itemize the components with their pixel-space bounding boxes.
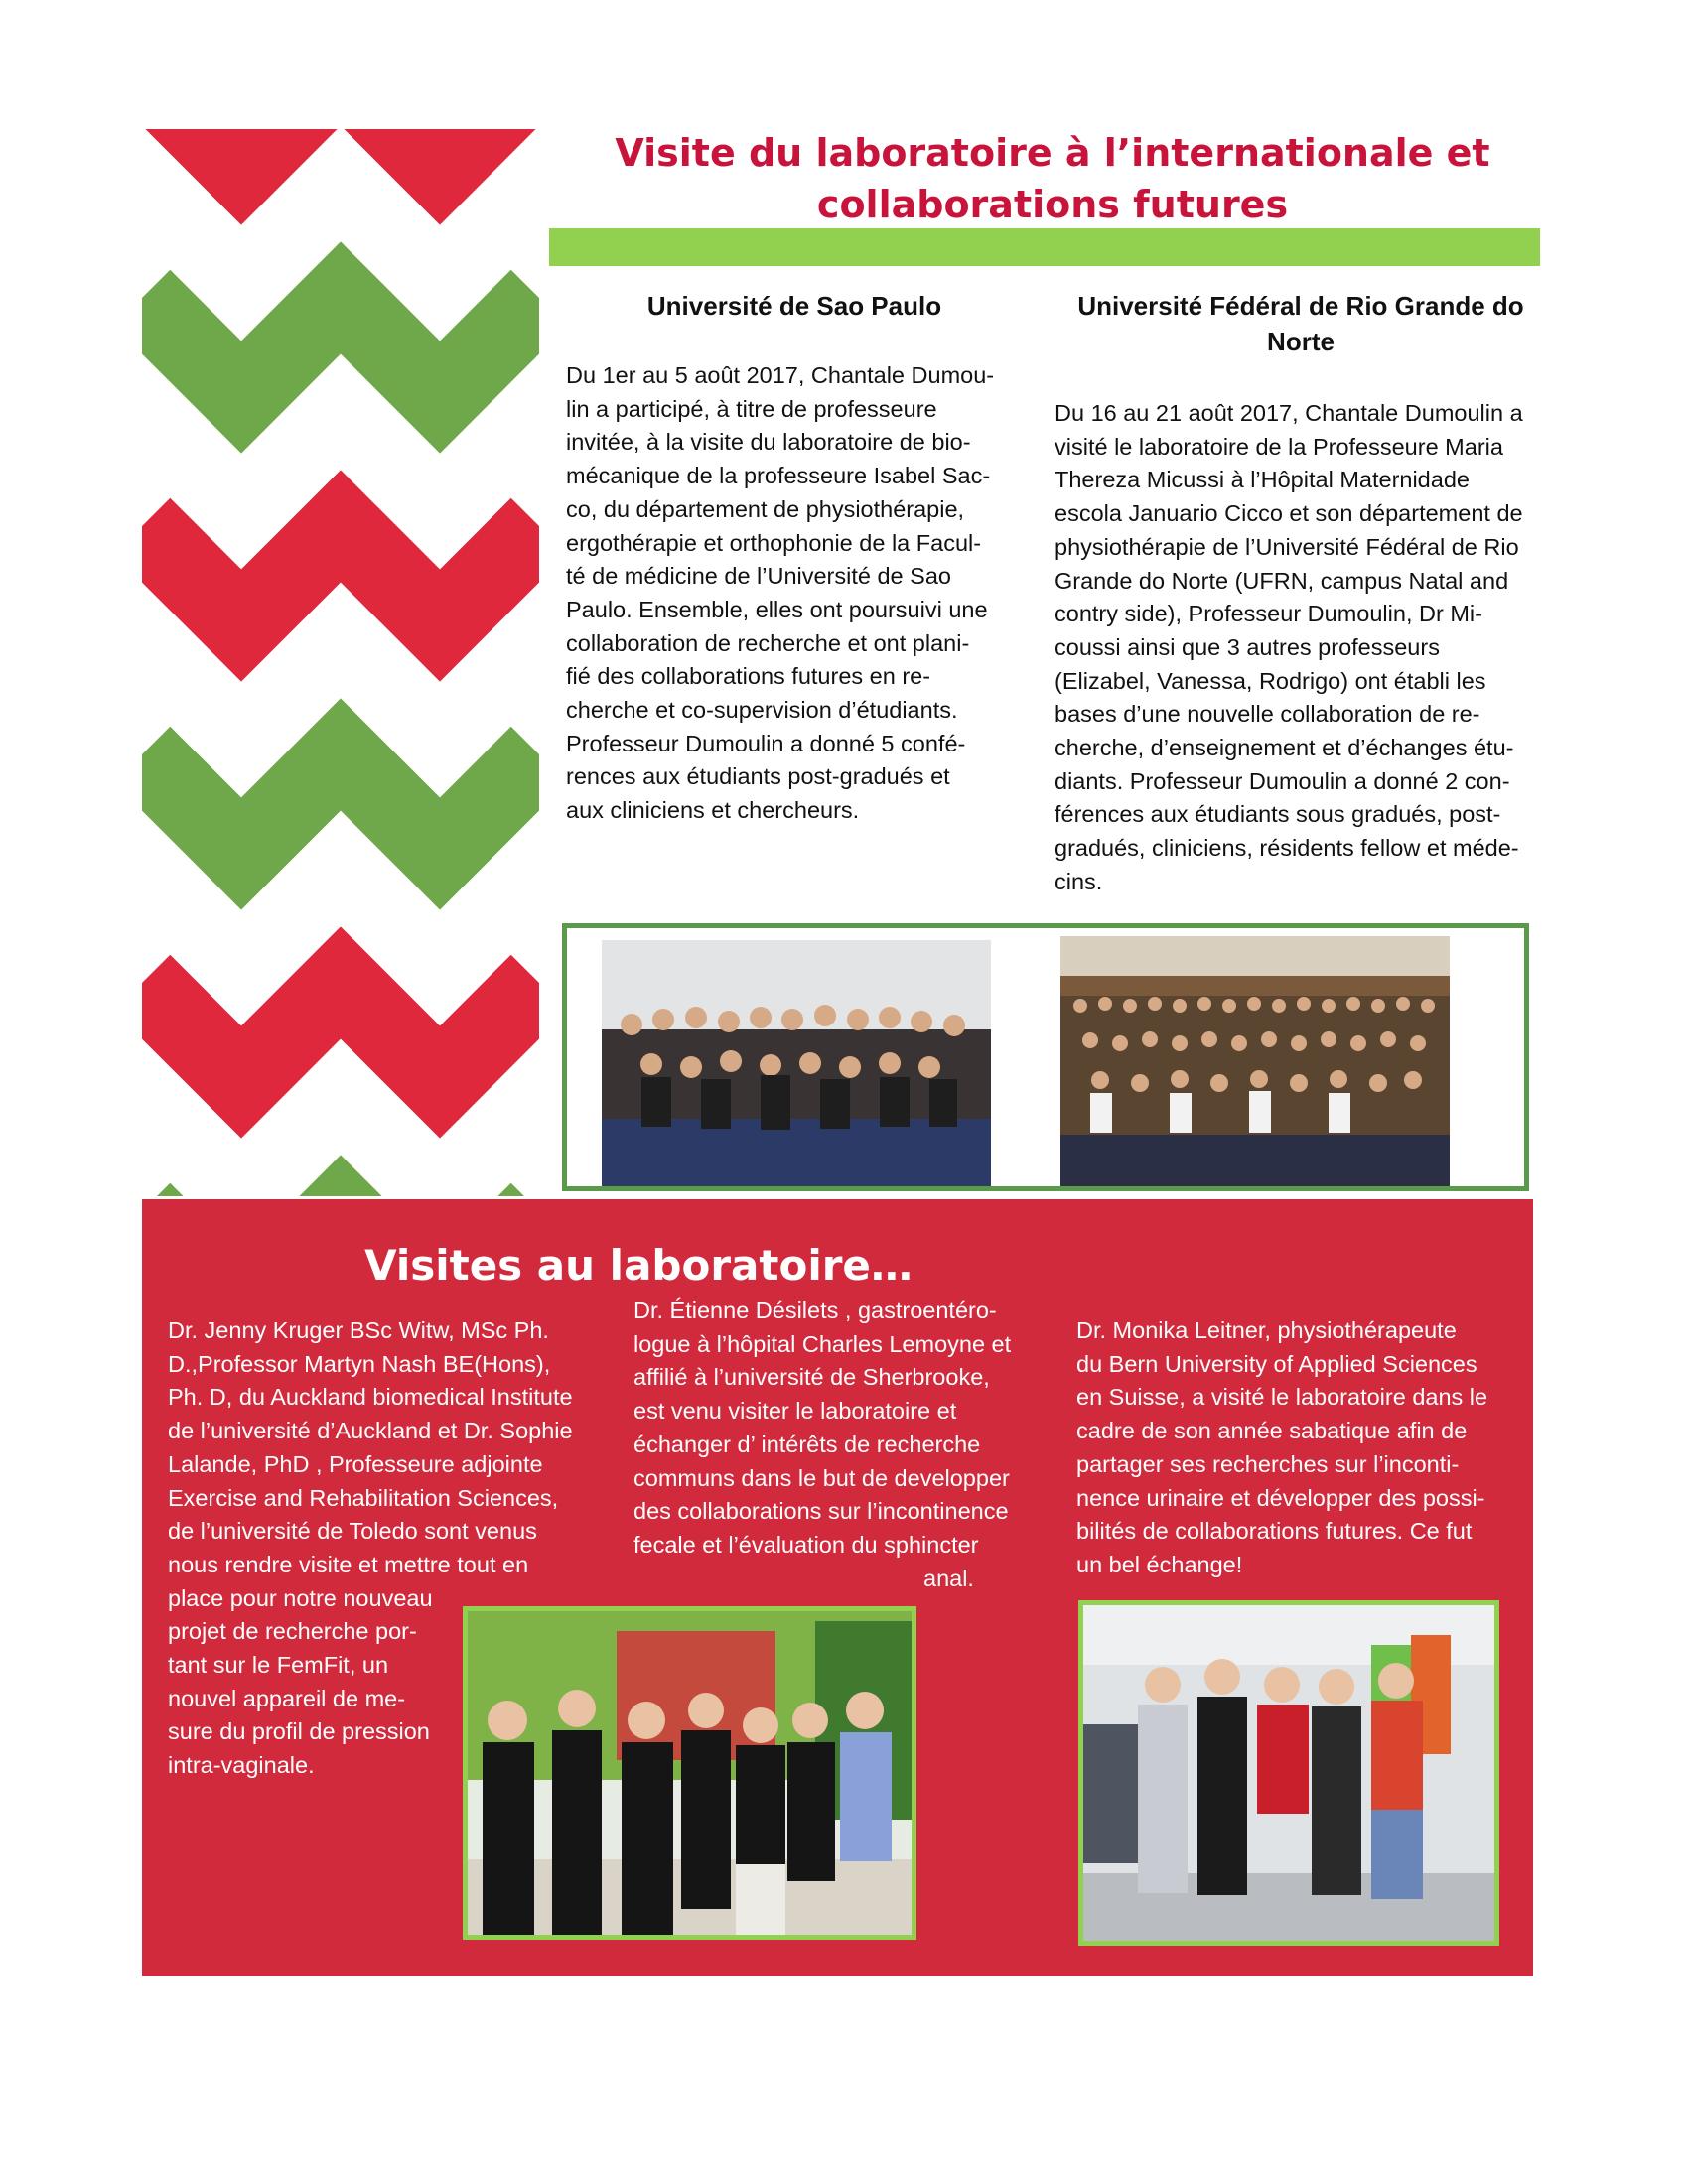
text-line: contry side), Professeur Dumoulin, Dr Mi- bbox=[1055, 601, 1482, 627]
text-line: partager ses recherches sur l’inconti- bbox=[1076, 1450, 1460, 1477]
text-line: cadre de son année sabatique afin de bbox=[1076, 1418, 1468, 1444]
text-line: ergothérapie et orthophonie de la Facul- bbox=[566, 529, 982, 556]
text-line: communs dans le but de developper bbox=[633, 1464, 1010, 1491]
text-line: diants. Professeur Dumoulin a donné 2 con- bbox=[1055, 767, 1510, 794]
text-line: Du 1er au 5 août 2017, Chantale Dumou- bbox=[566, 362, 995, 388]
text-line: cins. bbox=[1055, 868, 1103, 894]
text-line: sure du profil de pression bbox=[168, 1718, 430, 1745]
text-line: bases d’une nouvelle collaboration de re- bbox=[1055, 701, 1480, 728]
text-line: fecale et l’évaluation du sphincter bbox=[633, 1531, 979, 1558]
text-line: co, du département de physiothérapie, bbox=[566, 495, 965, 522]
text-line: Dr. Jenny Kruger BSc Witw, MSc Ph. bbox=[168, 1317, 549, 1343]
text-line: collaboration de recherche et ont plani- bbox=[566, 629, 970, 656]
text-line: Dr. Monika Leitner, physiothérapeute bbox=[1076, 1317, 1457, 1343]
rio-grande-heading-line-1: Université Fédéral de Rio Grande do bbox=[1077, 291, 1524, 321]
text-line: Exercise and Rehabilitation Sciences, bbox=[168, 1484, 559, 1511]
text-line: du Bern University of Applied Sciences bbox=[1076, 1350, 1477, 1377]
text-line: Ph. D, du Auckland biomedical Institute bbox=[168, 1384, 573, 1411]
page-title-line-2: collaborations futures bbox=[816, 183, 1289, 226]
rio-grande-heading bbox=[1053, 288, 1549, 359]
chevron-pattern-panel bbox=[142, 129, 539, 1196]
text-line: affilié à l’université de Sherbrooke, bbox=[633, 1364, 990, 1391]
text-line: mécanique de la professeure Isabel Sac- bbox=[566, 463, 991, 489]
text-line: nouvel appareil de me- bbox=[168, 1685, 406, 1711]
page-title bbox=[556, 127, 1549, 230]
text-line: invitée, à la visite du laboratoire de bio- bbox=[566, 429, 971, 456]
sao-paulo-text bbox=[566, 359, 1033, 828]
text-line: coussi ainsi que 3 autres professeurs bbox=[1055, 633, 1440, 660]
title-underline-bar bbox=[549, 228, 1540, 266]
text-line: projet de recherche por- bbox=[168, 1618, 417, 1645]
text-line: férences aux étudiants sous gradués, post- bbox=[1055, 801, 1501, 828]
text-line: D.,Professor Martyn Nash BE(Hons), bbox=[168, 1350, 551, 1377]
text-line: escola Januario Cicco et son département de bbox=[1055, 500, 1523, 527]
text-line: aux cliniciens et chercheurs. bbox=[566, 797, 860, 824]
text-line: nous rendre visite et mettre tout en bbox=[168, 1551, 529, 1577]
text-line: tant sur le FemFit, un bbox=[168, 1652, 389, 1679]
text-line: té de médicine de l’Université de Sao bbox=[566, 563, 951, 590]
sao-paulo-heading: Université de Sao Paulo bbox=[646, 291, 942, 321]
leitner-visit-photo bbox=[1078, 1600, 1499, 1946]
text-line: Paulo. Ensemble, elles ont poursuivi une bbox=[566, 596, 988, 622]
desilets-visit-text bbox=[633, 1295, 1060, 1595]
text-line: lin a participé, à titre de professeure bbox=[566, 395, 937, 422]
text-line: Thereza Micussi à l’Hôpital Maternidade bbox=[1055, 467, 1470, 493]
kruger-visit-photo bbox=[463, 1606, 916, 1940]
text-line: est venu visiter le laboratoire et bbox=[633, 1398, 957, 1425]
text-line: cherche, d’enseignement et d’échanges étu- bbox=[1055, 735, 1514, 761]
text-line: de l’université de Toledo sont venus bbox=[168, 1518, 537, 1545]
text-line: de l’université d’Auckland et Dr. Sophie bbox=[168, 1418, 573, 1444]
sao-paulo-section bbox=[556, 288, 1033, 324]
text-line: gradués, cliniciens, résidents fellow et méde- bbox=[1055, 835, 1519, 862]
page-title-line-1: Visite du laboratoire à l’internationale et bbox=[615, 131, 1490, 175]
rio-grande-heading-line-2: Norte bbox=[1267, 327, 1335, 356]
chevron-pattern-graphic bbox=[142, 129, 539, 1196]
text-line: nence urinaire et développer des possi- bbox=[1076, 1484, 1485, 1511]
text-line: anal. bbox=[923, 1565, 974, 1591]
text-line: (Elizabel, Vanessa, Rodrigo) ont établi les bbox=[1055, 667, 1486, 694]
text-line: cherche et co-supervision d’étudiants. bbox=[566, 697, 958, 724]
text-line: des collaborations sur l’incontinence bbox=[633, 1498, 1009, 1525]
rio-grande-text bbox=[1055, 397, 1551, 899]
text-line: Grande do Norte (UFRN, campus Natal and bbox=[1055, 567, 1509, 594]
text-line: Lalande, PhD , Professeure adjointe bbox=[168, 1450, 543, 1477]
text-line: Dr. Étienne Désilets , gastroentéro- bbox=[633, 1297, 997, 1323]
text-line: physiothérapie de l’Université Fédéral de Rio bbox=[1055, 533, 1519, 560]
group-photos-frame bbox=[562, 923, 1529, 1191]
text-line: place pour notre nouveau bbox=[168, 1584, 433, 1611]
sao-paulo-group-photo bbox=[602, 940, 991, 1186]
text-line: un bel échange! bbox=[1076, 1551, 1243, 1577]
text-line: logue à l’hôpital Charles Lemoyne et bbox=[633, 1330, 1012, 1357]
text-line: en Suisse, a visité le laboratoire dans le bbox=[1076, 1384, 1488, 1411]
rio-grande-section bbox=[1053, 288, 1549, 359]
text-line: bilités de collaborations futures. Ce fut bbox=[1076, 1518, 1473, 1545]
rio-grande-group-photo bbox=[1060, 936, 1450, 1186]
text-line: Professeur Dumoulin a donné 5 confé- bbox=[566, 730, 966, 756]
leitner-visit-text bbox=[1076, 1314, 1523, 1582]
text-line: échanger d’ intérêts de recherche bbox=[633, 1431, 981, 1457]
text-line: visité le laboratoire de la Professeure Maria bbox=[1055, 433, 1503, 460]
text-line: Du 16 au 21 août 2017, Chantale Dumoulin a bbox=[1055, 400, 1523, 426]
visits-title: Visites au laboratoire… bbox=[364, 1241, 913, 1290]
text-line: rences aux étudiants post-gradués et bbox=[566, 763, 950, 790]
text-line: fié des collaborations futures en re- bbox=[566, 663, 931, 690]
text-line: intra-vaginale. bbox=[168, 1752, 315, 1779]
